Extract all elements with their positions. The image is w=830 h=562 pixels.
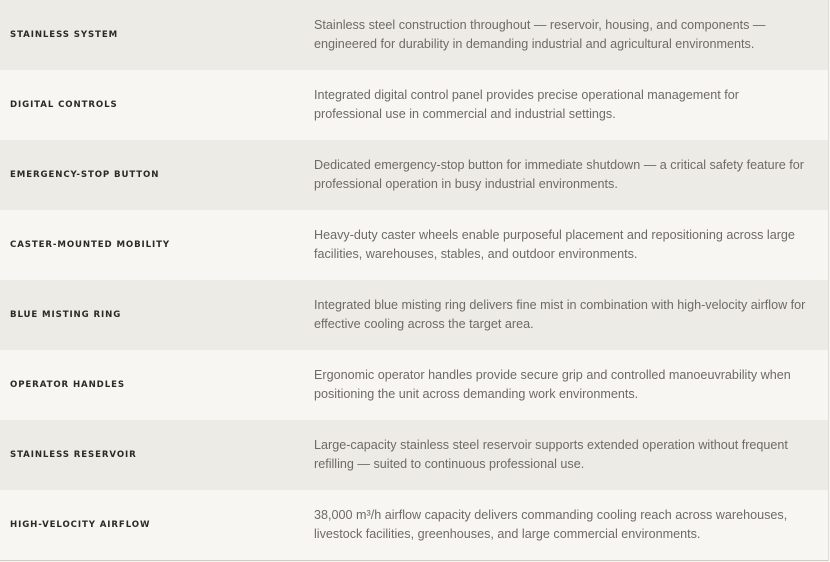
spec-description: Integrated blue misting ring delivers fine mist in combination with high-velocity airflow for effective cooling across the target area.	[314, 297, 806, 331]
spec-row-blue-misting-ring	[0, 280, 828, 350]
spec-row-caster-mounted-mobility	[0, 210, 828, 280]
spec-description: Dedicated emergency-stop button for immediate shutdown — a critical safety feature for professional operation in busy industrial environments.	[314, 157, 804, 191]
spec-label: HIGH-VELOCITY AIRFLOW	[10, 520, 151, 530]
spec-description: 38,000 m³/h airflow capacity delivers commanding cooling reach across warehouses, livestock facilities, greenhouses, and large commercial environments.	[314, 507, 788, 541]
spec-description: Integrated digital control panel provides precise operational management for professional use in commercial and industrial settings.	[314, 87, 739, 121]
spec-label: EMERGENCY-STOP BUTTON	[10, 170, 160, 180]
spec-label: DIGITAL CONTROLS	[10, 100, 118, 110]
spec-label: CASTER-MOUNTED MOBILITY	[10, 240, 171, 250]
spec-row-emergency-stop-button	[0, 140, 828, 210]
spec-label: STAINLESS SYSTEM	[10, 30, 119, 40]
spec-row-operator-handles	[0, 350, 828, 420]
spec-row-high-velocity-airflow	[0, 490, 828, 560]
spec-description: Heavy-duty caster wheels enable purposeful placement and repositioning across large facilities, warehouses, stables, and outdoor environments.	[314, 227, 795, 261]
spec-label: OPERATOR HANDLES	[10, 380, 125, 390]
spec-row-digital-controls	[0, 70, 828, 140]
spec-row-stainless-reservoir	[0, 420, 828, 490]
spec-description: Ergonomic operator handles provide secure grip and controlled manoeuvrability when positioning the unit across demanding work environments.	[314, 367, 791, 401]
spec-label: BLUE MISTING RING	[10, 310, 122, 320]
spec-description: Large-capacity stainless steel reservoir supports extended operation without frequent refilling — suited to continuous professional use.	[314, 437, 788, 471]
spec-label: STAINLESS RESERVOIR	[10, 450, 137, 460]
spec-row-stainless-system	[0, 0, 828, 70]
spec-description: Stainless steel construction throughout — reservoir, housing, and components — engineered for durability in demanding industrial and agricultural environments.	[314, 17, 766, 51]
